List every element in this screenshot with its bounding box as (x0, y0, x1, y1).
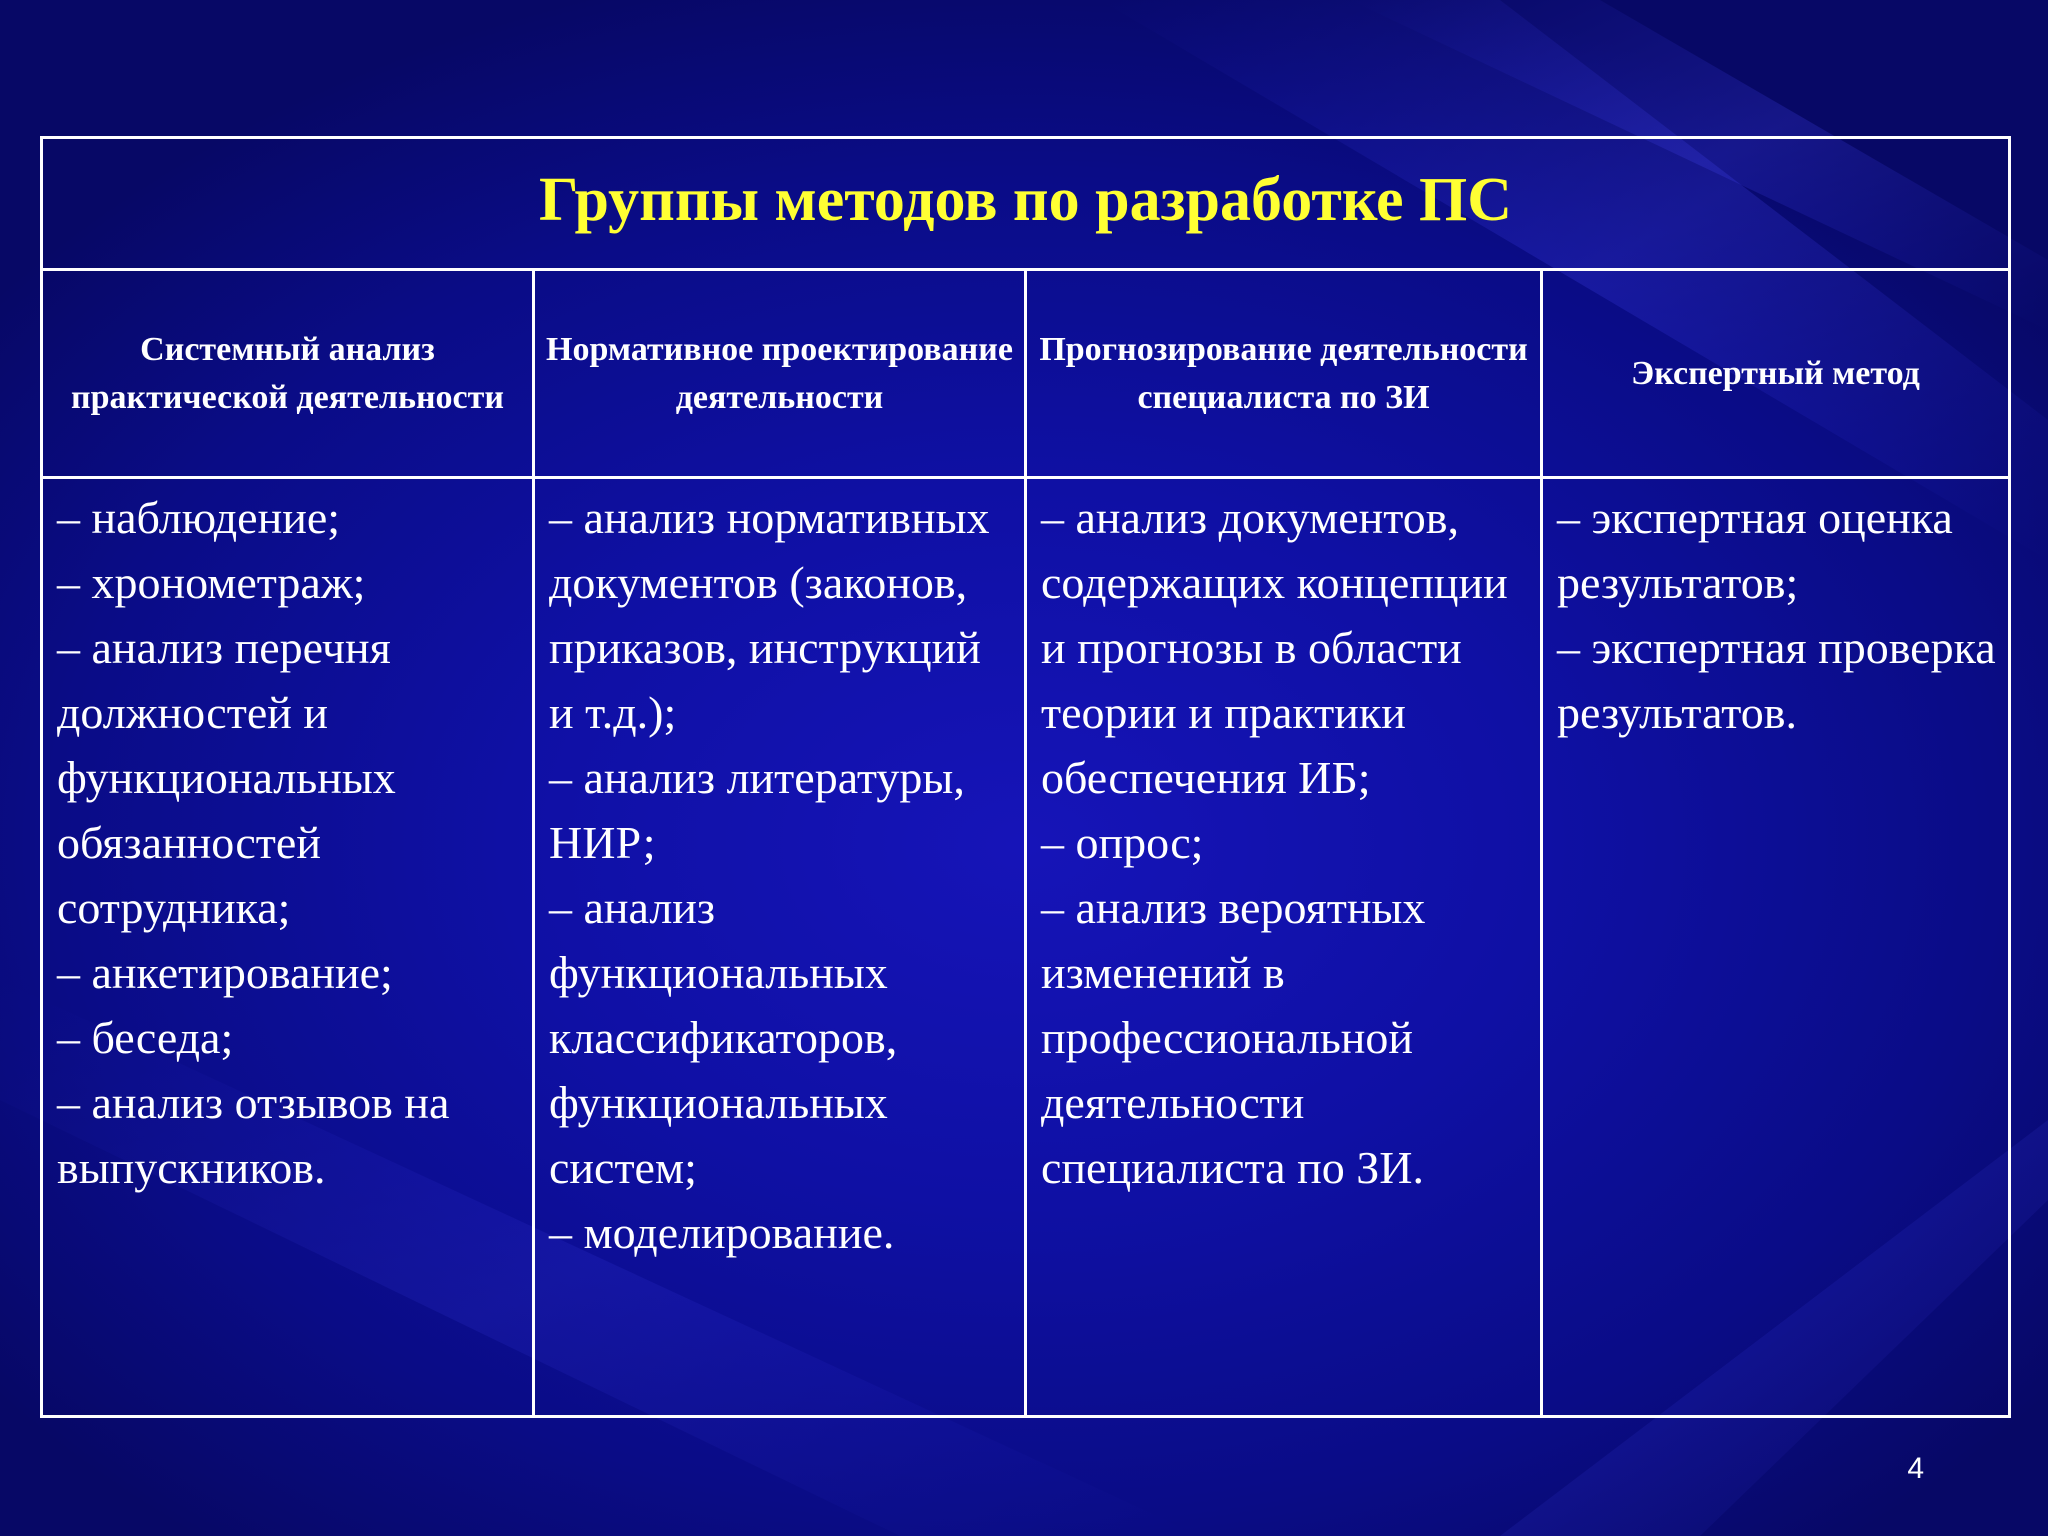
column-items-system-analysis (42, 478, 534, 1417)
list-item: – экспертная проверка результатов. (1557, 622, 1996, 738)
list-item: – анализ отзывов на выпускников. (57, 1077, 450, 1193)
list-item: – анализ документов, содержащих концепции и прогнозы в области теории и практики обеспечения ИБ; (1041, 492, 1508, 803)
header-row (42, 270, 2010, 478)
list-item: – анализ функциональных классификаторов, функциональных систем; (549, 882, 898, 1193)
column-header-system-analysis: Системный анализ практической деятельности (42, 270, 534, 478)
column-header-forecasting: Прогнозирование деятельности специалиста по ЗИ (1026, 270, 1542, 478)
list-item: – анализ вероятных изменений в профессиональной деятельности специалиста по ЗИ. (1041, 882, 1426, 1193)
page-number: 4 (1907, 1452, 1924, 1485)
slide-title: Группы методов по разработке ПС (42, 138, 2010, 270)
column-items-expert-method (1542, 478, 2010, 1417)
list-item: – опрос; (1041, 817, 1204, 868)
list-item: – анализ перечня должностей и функциональных обязанностей сотрудника; (57, 622, 396, 933)
list-item: – анализ нормативных документов (законов, приказов, инструкций и т.д.); (549, 492, 990, 738)
list-item: – анализ литературы, НИР; (549, 752, 965, 868)
list-item: – моделирование. (549, 1207, 895, 1258)
column-items-forecasting (1026, 478, 1542, 1417)
list-item: – анкетирование; (57, 947, 393, 998)
methods-table (40, 136, 2011, 1418)
column-header-normative-design: Нормативное проектирование деятельности (534, 270, 1026, 478)
list-item: – хронометраж; (57, 557, 366, 608)
body-row (42, 478, 2010, 1417)
list-item: – наблюдение; (57, 492, 341, 543)
title-row (42, 138, 2010, 270)
column-header-expert-method: Экспертный метод (1542, 270, 2010, 478)
column-items-normative-design (534, 478, 1026, 1417)
list-item: – экспертная оценка результатов; (1557, 492, 1953, 608)
list-item: – беседа; (57, 1012, 234, 1063)
